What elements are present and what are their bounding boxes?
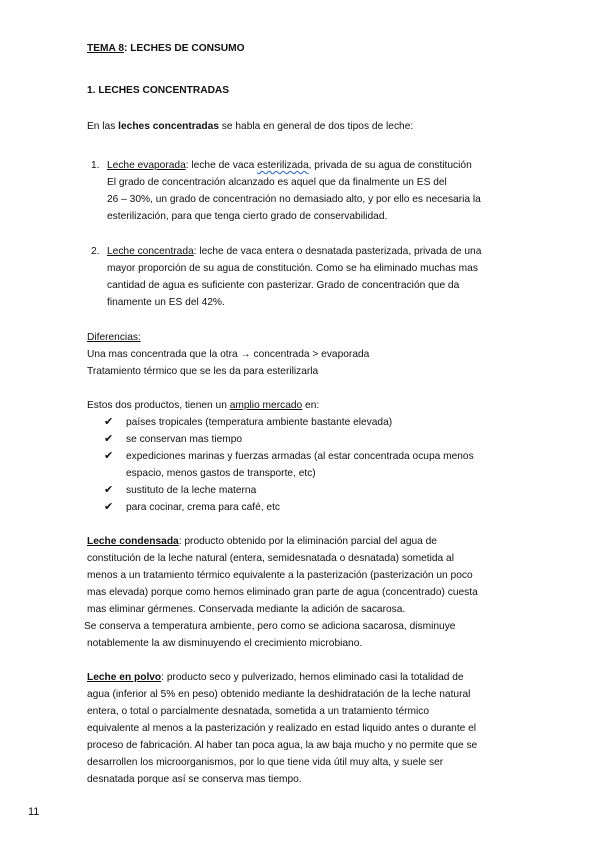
intro-bold-term: leches concentradas	[118, 121, 219, 132]
paragraph-text: Se conserva a temperatura ambiente, pero como se adiciona sacarosa, disminuye	[84, 621, 456, 632]
polvo-paragraph	[87, 669, 512, 788]
paragraph-text: constitución de la leche natural (entera, semidesnatada o desnatada) sometida al	[87, 553, 454, 564]
market-term: amplio mercado	[229, 400, 303, 411]
intro-text-before: En las	[87, 121, 119, 132]
paragraph-text: : producto seco y pulverizado, hemos eliminado casi la totalidad de	[161, 672, 464, 683]
check-text: para cocinar, crema para café, etc	[126, 502, 281, 513]
check-text: se conservan mas tiempo	[126, 434, 243, 445]
list-item	[104, 431, 514, 448]
paragraph-text: mas eliminar gérmenes. Conservada mediante la adición de sacarosa.	[87, 604, 406, 615]
term-evaporada: Leche evaporada	[107, 160, 186, 171]
item-text: finamente un ES del 42%.	[107, 297, 225, 308]
item-text: mayor proporción de su agua de constitución. Como se ha eliminado muchas mas	[107, 263, 478, 274]
page-number: 11	[28, 806, 40, 818]
item-text: esterilización, para que tenga cierto grado de conservabilidad.	[107, 211, 388, 222]
list-number: 1.	[91, 160, 100, 171]
products-text: en:	[302, 400, 320, 411]
term-concentrada: Leche concentrada	[107, 246, 194, 257]
check-text: espacio, menos gastos de transporte, etc)	[126, 468, 316, 479]
check-text: expediciones marinas y fuerzas armadas (al estar concentrada ocupa menos	[126, 451, 474, 462]
paragraph-text: : producto obtenido por la eliminación parcial del agua de	[178, 536, 437, 547]
item-text: cantidad de agua es suficiente con pasterizar. Grado de concentración que da	[107, 280, 460, 291]
differences-line: Tratamiento térmico que se les da para esterilizarla	[87, 366, 319, 377]
paragraph-text: agua (inferior al 5% en peso) obtenido mediante la deshidratación de la leche natural	[87, 689, 471, 700]
spellcheck-word: esterilizada	[257, 160, 309, 171]
list-number: 2.	[91, 246, 100, 257]
document-title	[87, 40, 512, 57]
item-text: : leche de vaca	[185, 160, 258, 171]
paragraph-text: equivalente al menos a la pasterización y realizado en estad liquido antes o durante el	[87, 723, 477, 734]
list-item	[104, 482, 514, 499]
intro-paragraph	[87, 118, 512, 135]
differences-line: Una mas concentrada que la otra → concentrada > evaporada	[87, 349, 370, 360]
list-item	[104, 448, 514, 482]
checkmark-icon: ✔	[104, 416, 114, 428]
paragraph-text: desarrollen los microorganismos, por lo que tiene vida útil muy alta, y suele ser	[87, 757, 444, 768]
condensada-paragraph	[84, 533, 512, 652]
differences-section	[87, 329, 512, 380]
list-item	[104, 414, 514, 431]
market-checklist	[104, 414, 514, 516]
item-text: 26 – 30%, un grado de concentración no demasiado alto, y por ello es necesaria la	[107, 194, 481, 205]
checkmark-icon: ✔	[104, 484, 114, 496]
products-text: Estos dos productos, tienen un	[87, 400, 230, 411]
title-rest: : LECHES DE CONSUMO	[123, 43, 245, 54]
paragraph-text: entera, o total o parcialmente desnatada, sometida a un tratamiento térmico	[87, 706, 430, 717]
checkmark-icon: ✔	[104, 450, 114, 462]
term-condensada: Leche condensada	[87, 536, 179, 547]
paragraph-text: menos a un tratamiento térmico equivalente a la pasterización (pasterización un poco	[87, 570, 473, 581]
list-item	[104, 499, 514, 516]
checkmark-icon: ✔	[104, 433, 114, 445]
paragraph-text: notablemente la aw disminuyendo el crecimiento microbiano.	[87, 638, 363, 649]
differences-heading: Diferencias:	[87, 332, 141, 343]
paragraph-text: desnatada porque así se conserva mas tiempo.	[87, 774, 302, 785]
intro-text-after: se habla en general de dos tipos de leche:	[218, 121, 414, 132]
products-intro	[87, 397, 512, 414]
checkmark-icon: ✔	[104, 501, 114, 513]
paragraph-text: proceso de fabricación. Al haber tan poca agua, la aw baja mucho y no permite que se	[87, 740, 478, 751]
section-heading: 1. LECHES CONCENTRADAS	[87, 85, 230, 96]
item-text: : leche de vaca entera o desnatada pasterizada, privada de una	[193, 246, 482, 257]
title-prefix: TEMA 8	[87, 43, 124, 54]
item-text: El grado de concentración alcanzado es aquel que da finalmente un ES del	[107, 177, 447, 188]
term-polvo: Leche en polvo	[87, 672, 162, 683]
item-text: , privada de su agua de constitución	[308, 160, 472, 171]
check-text: países tropicales (temperatura ambiente bastante elevada)	[126, 417, 393, 428]
check-text: sustituto de la leche materna	[126, 485, 257, 496]
paragraph-text: mas elevada) porque como hemos eliminado gran parte de agua (concentrado) cuesta	[87, 587, 478, 598]
